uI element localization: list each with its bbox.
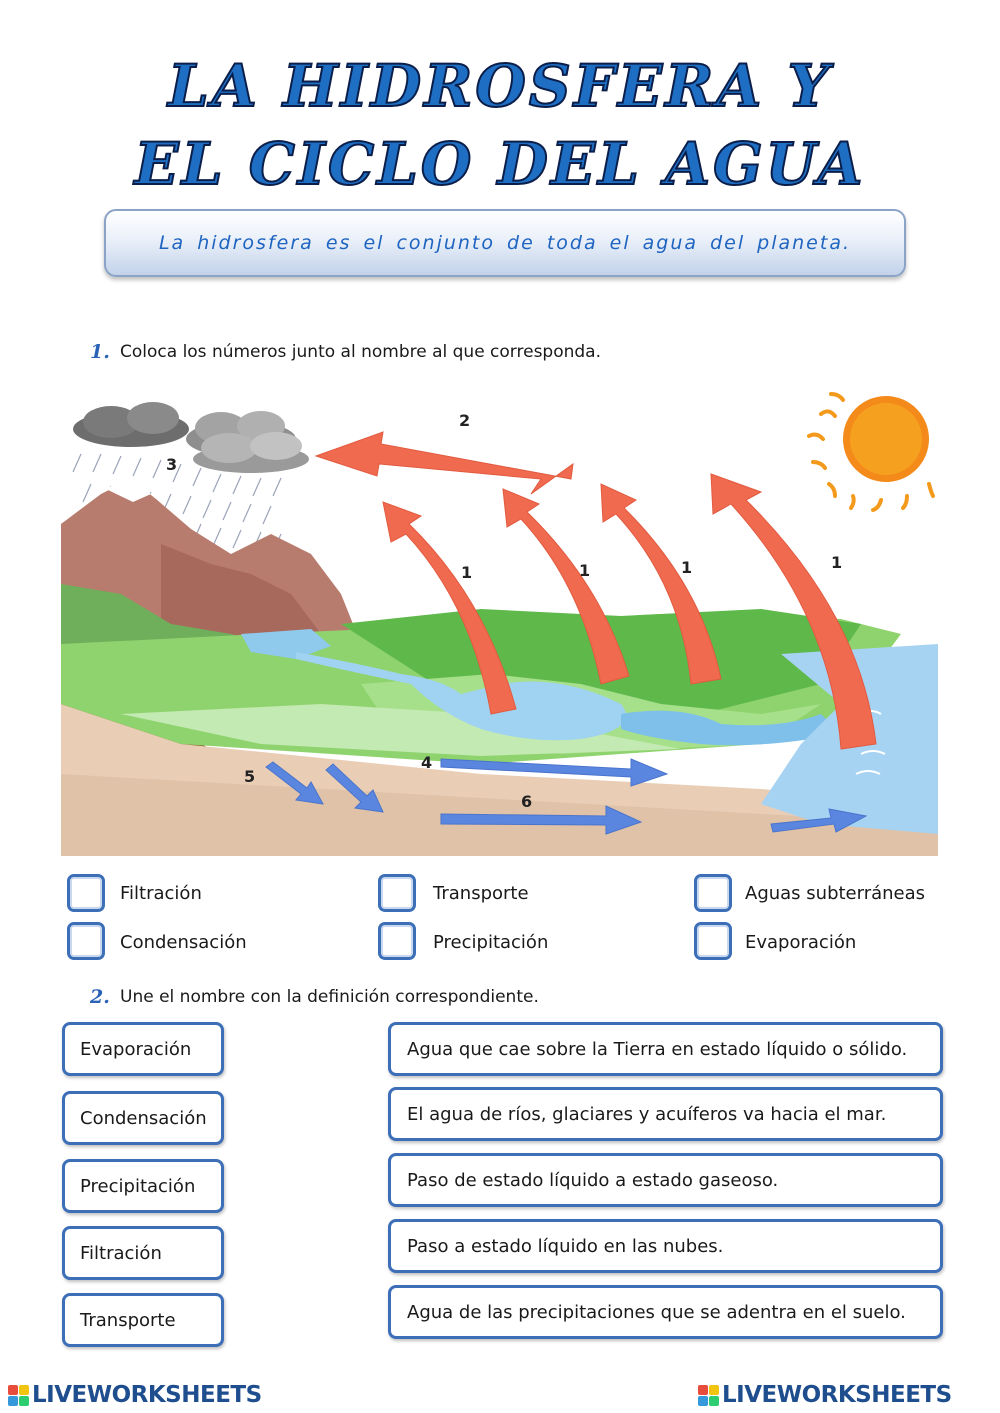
brand-right [698,1382,952,1408]
question1-number: 1. [90,341,110,363]
brand-right-text: LIVEWORKSHEETS [722,1382,952,1408]
option-label-transporte: Transporte [433,883,529,904]
diagram-label-1b: 1 [579,561,591,580]
option-label-condensacion: Condensación [120,932,247,953]
term-evaporacion[interactable]: Evaporación [62,1022,224,1076]
diagram-label-3: 3 [166,455,178,474]
option-label-evaporacion: Evaporación [745,932,857,953]
term-condensacion[interactable]: Condensación [62,1091,224,1145]
question2-number: 2. [90,986,110,1008]
diagram-label-2: 2 [459,411,471,430]
diagram-label-1d: 1 [831,553,843,572]
diagram-label-1a: 1 [461,563,473,582]
definition-5[interactable]: Agua de las precipitaciones que se adentra en el suelo. [388,1285,943,1339]
diagram-label-5: 5 [244,767,256,786]
question2-prompt: Une el nombre con la definición correspondiente. [120,987,539,1007]
diagram-label-1c: 1 [681,558,693,577]
term-precipitacion[interactable]: Precipitación [62,1159,224,1213]
subtitle-banner: La hidrosfera es el conjunto de toda el agua del planeta. [104,209,906,277]
liveworksheets-logo-icon [8,1385,29,1406]
page-title-line2: EL CICLO DEL AGUA [134,130,866,198]
checkbox-filtracion[interactable] [67,874,105,912]
option-label-precipitacion: Precipitación [433,932,549,953]
brand-left-text: LIVEWORKSHEETS [32,1382,262,1408]
option-label-aguas-subterraneas: Aguas subterráneas [745,883,926,904]
checkbox-evaporacion[interactable] [694,922,732,960]
page-title-line1: LA HIDROSFERA Y [168,52,832,120]
question1-prompt: Coloca los números junto al nombre al que corresponda. [120,342,602,362]
checkbox-precipitacion[interactable] [378,922,416,960]
definition-2[interactable]: El agua de ríos, glaciares y acuíferos va hacia el mar. [388,1087,943,1141]
water-cycle-illustration [61,384,938,856]
diagram-label-4: 4 [421,753,433,772]
liveworksheets-logo-icon [698,1385,719,1406]
term-filtracion[interactable]: Filtración [62,1226,224,1280]
brand-left [8,1382,262,1408]
checkbox-condensacion[interactable] [67,922,105,960]
checkbox-transporte[interactable] [378,874,416,912]
water-cycle-diagram [61,384,938,856]
checkbox-aguas-subterraneas[interactable] [694,874,732,912]
option-label-filtracion: Filtración [120,883,202,904]
definition-3[interactable]: Paso de estado líquido a estado gaseoso. [388,1153,943,1207]
definition-1[interactable]: Agua que cae sobre la Tierra en estado líquido o sólido. [388,1022,943,1076]
term-transporte[interactable]: Transporte [62,1293,224,1347]
definition-4[interactable]: Paso a estado líquido en las nubes. [388,1219,943,1273]
diagram-label-6: 6 [521,792,533,811]
